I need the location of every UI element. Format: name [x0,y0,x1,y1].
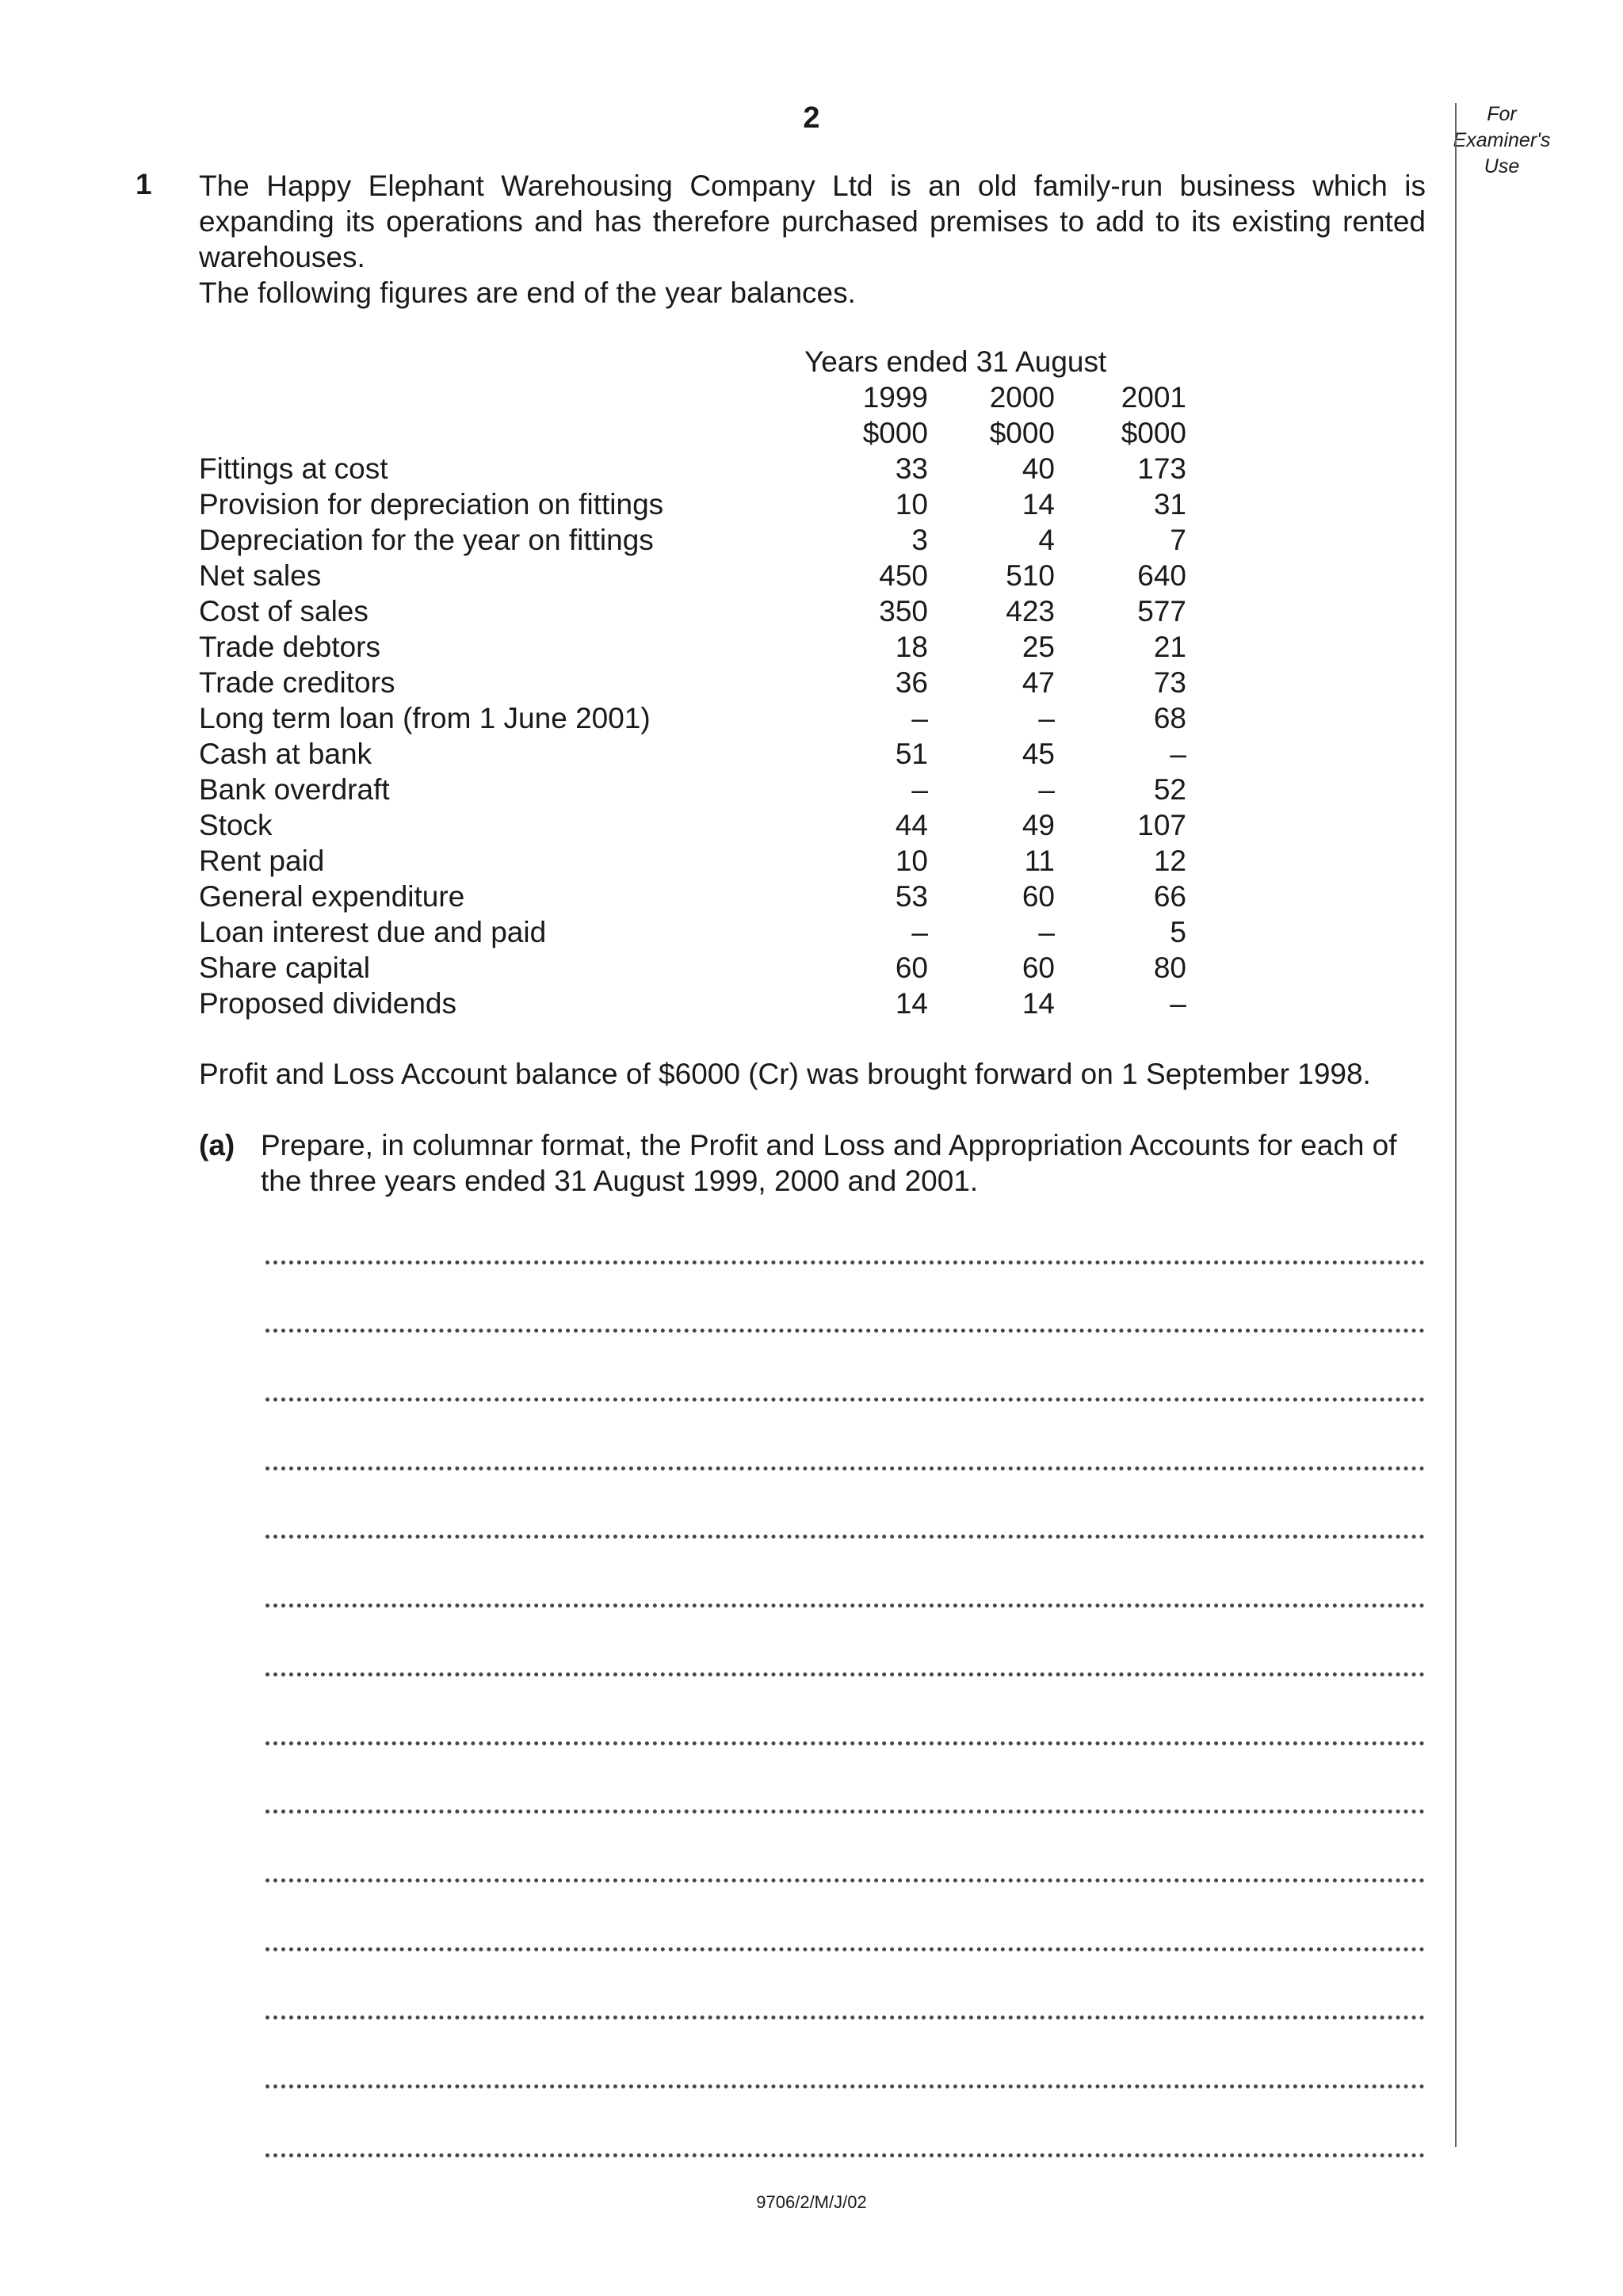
row-label: Proposed dividends [199,987,456,1020]
answer-line[interactable] [265,1515,1425,1584]
row-value: – [1170,987,1186,1020]
answer-line[interactable] [265,1790,1425,1859]
row-value: 80 [1153,952,1186,984]
table-row [199,665,1193,700]
row-value: 21 [1153,631,1186,663]
row-value: 73 [1153,666,1186,699]
table-years-row [199,379,1193,415]
row-label: Net sales [199,559,322,592]
table-row [199,879,1193,914]
examiner-line-2: Examiner's [1453,129,1551,151]
unit-header: $000 [1121,417,1186,449]
row-value: 577 [1137,595,1186,627]
row-value: – [1170,738,1186,770]
row-value: 33 [895,452,928,485]
answer-line[interactable] [265,1927,1425,1996]
answer-line[interactable] [265,1583,1425,1652]
row-value: 25 [1022,631,1055,663]
part-a-label: (a) [199,1129,235,1161]
examiner-line-1: For [1487,103,1517,125]
unit-header: $000 [989,417,1055,449]
question-number: 1 [136,168,152,200]
answer-line[interactable] [265,1240,1425,1309]
row-label: Cost of sales [199,595,369,627]
table-row [199,486,1193,522]
row-value: 4 [1038,524,1055,556]
table-row [199,807,1193,843]
period-header: Years ended 31 August [804,345,1107,378]
row-value: 510 [1006,559,1055,592]
table-row [199,736,1193,772]
row-label: Stock [199,809,273,841]
table-row [199,914,1193,950]
row-value: 173 [1137,452,1186,485]
row-value: 60 [895,952,928,984]
table-period-header-row [199,344,1193,379]
row-value: – [911,702,928,734]
table-row [199,843,1193,879]
row-value: 12 [1153,845,1186,877]
row-value: – [1038,702,1055,734]
row-label: Long term loan (from 1 June 2001) [199,702,651,734]
row-value: 5 [1170,916,1186,948]
table-row [199,950,1193,986]
row-label: Cash at bank [199,738,372,770]
row-label: Trade creditors [199,666,395,699]
table-row [199,558,1193,593]
row-value: 3 [911,524,928,556]
row-value: – [1038,916,1055,948]
row-value: 14 [895,987,928,1020]
row-value: 53 [895,880,928,913]
answer-line[interactable] [265,1996,1425,2065]
answer-line[interactable] [265,1377,1425,1446]
row-value: 68 [1153,702,1186,734]
row-value: – [911,916,928,948]
row-value: 18 [895,631,928,663]
answer-area[interactable] [265,1240,1425,2202]
table-row [199,986,1193,1021]
row-value: 31 [1153,488,1186,521]
row-label: Loan interest due and paid [199,916,547,948]
answer-line[interactable] [265,1309,1425,1378]
answer-line[interactable] [265,1652,1425,1721]
question-intro-text-2: The following figures are end of the year balances. [199,277,856,309]
profit-loss-note: Profit and Loss Account balance of $6000 (Cr) was brought forward on 1 September 1998. [199,1058,1371,1090]
row-value: – [1038,773,1055,806]
row-value: 45 [1022,738,1055,770]
answer-line[interactable] [265,1858,1425,1927]
part-a-instruction: Prepare, in columnar format, the Profit and Loss and Appropriation Accounts for each of the three years ended 31 August 1999, 2000 and 2001. [261,1129,1397,1197]
answer-line[interactable] [265,2133,1425,2202]
table-row [199,700,1193,736]
row-value: 14 [1022,987,1055,1020]
examiner-use-label [1442,101,1561,180]
row-value: 10 [895,488,928,521]
row-value: 52 [1153,773,1186,806]
row-label: Rent paid [199,845,325,877]
question-intro-text: The Happy Elephant Warehousing Company Ltd is an old family-run business which is expanding its operations and has therefore purchased premises to add to its existing rented warehouses. [199,170,1426,273]
answer-line[interactable] [265,1446,1425,1515]
row-value: 60 [1022,880,1055,913]
row-value: – [911,773,928,806]
row-label: Trade debtors [199,631,380,663]
row-label: Provision for depreciation on fittings [199,488,664,521]
balances-table [199,344,1193,1021]
footer-code: 9706/2/M/J/02 [756,2192,867,2212]
examiner-margin-rule [1455,103,1457,2147]
row-value: 36 [895,666,928,699]
year-header: 2001 [1121,381,1186,414]
table-row [199,593,1193,629]
row-value: 66 [1153,880,1186,913]
answer-line[interactable] [265,2064,1425,2133]
table-row [199,629,1193,665]
year-header: 1999 [862,381,928,414]
row-value: 14 [1022,488,1055,521]
row-value: 60 [1022,952,1055,984]
examiner-line-3: Use [1484,155,1520,177]
row-value: 51 [895,738,928,770]
question-intro [199,168,1426,311]
table-row [199,451,1193,486]
row-value: 40 [1022,452,1055,485]
row-value: 10 [895,845,928,877]
row-value: 350 [879,595,928,627]
row-value: 7 [1170,524,1186,556]
row-label: General expenditure [199,880,465,913]
row-value: 450 [879,559,928,592]
row-value: 47 [1022,666,1055,699]
year-header: 2000 [989,381,1055,414]
row-label: Fittings at cost [199,452,388,485]
row-label: Bank overdraft [199,773,390,806]
row-label: Share capital [199,952,370,984]
table-row [199,772,1193,807]
row-value: 423 [1006,595,1055,627]
row-value: 44 [895,809,928,841]
table-row [199,522,1193,558]
table-units-row [199,415,1193,451]
page-number: 2 [803,101,820,135]
row-label: Depreciation for the year on fittings [199,524,654,556]
row-value: 49 [1022,809,1055,841]
answer-line[interactable] [265,1721,1425,1790]
unit-header: $000 [862,417,928,449]
row-value: 11 [1024,845,1055,877]
row-value: 640 [1137,559,1186,592]
row-value: 107 [1137,809,1186,841]
